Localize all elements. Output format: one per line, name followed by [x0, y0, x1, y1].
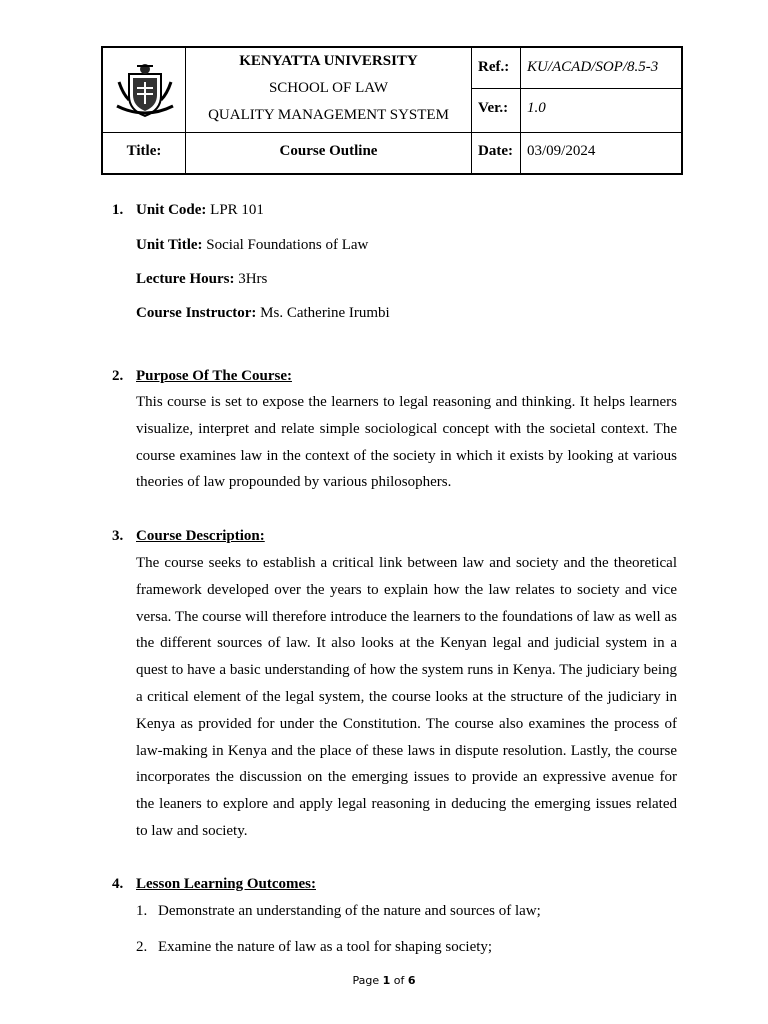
header-divider	[471, 48, 472, 173]
outcome-item: Demonstrate an understanding of the nature and sources of law;	[158, 903, 541, 919]
unit-code-label: Unit Code:	[136, 202, 207, 218]
system-name: QUALITY MANAGEMENT SYSTEM	[208, 107, 449, 123]
lecture-hours-label: Lecture Hours:	[136, 271, 235, 287]
version-value: 1.0	[527, 100, 546, 116]
version-label: Ver.:	[478, 100, 509, 116]
description-heading: Course Description:	[136, 528, 265, 544]
outcome-number: 1.	[136, 903, 148, 919]
purpose-heading: Purpose Of The Course:	[136, 368, 292, 384]
unit-title-label: Unit Title:	[136, 237, 203, 253]
ref-value: KU/ACAD/SOP/8.5-3	[527, 59, 659, 75]
page-footer	[0, 974, 768, 987]
date-label: Date:	[478, 143, 513, 159]
unit-title-line	[136, 237, 368, 254]
university-crest-logo	[115, 60, 175, 120]
of-word: of	[390, 974, 408, 987]
lecture-hours-value: 3Hrs	[234, 271, 268, 287]
section-number: 3.	[112, 528, 124, 544]
header-divider	[520, 48, 521, 173]
instructor-value: Ms. Catherine Irumbi	[256, 305, 390, 321]
university-name: KENYATTA UNIVERSITY	[239, 53, 418, 69]
header-divider	[471, 88, 681, 89]
school-name: SCHOOL OF LAW	[268, 80, 389, 96]
purpose-paragraph: This course is set to expose the learners to legal reasoning and thinking. It helps learners visualize, interpret and relate simple sociological concept with the societal context. The course examines law in the context of the society in which it exists by looking at various theories of law propounded by various philosophers.	[136, 394, 677, 491]
ref-label: Ref.:	[478, 59, 510, 75]
description-paragraph: The course seeks to establish a critical link between law and society and the theoretical framework developed over the years to explain how the law relates to society and vice versa. The course will therefore introduce the learners to the foundations of law as well as the different sources of law. It also looks at the Kenyan legal and judicial system in a quest to have a basic understanding of how the system runs in Kenya. The judiciary being a critical element of the legal system, the course looks at the structure of the judiciary in Kenya as provided for under the Constitution. The course also examines the process of law-making in Kenya and the place of these laws in dispute resolution. Lastly, the course incorporates the discussion on the emerging issues to provide an expressive avenue for the leaners to explore and apply legal reasoning in deducing the emerging issues related to law and society.	[136, 555, 677, 839]
unit-code-line	[136, 202, 264, 219]
date-value: 03/09/2024	[527, 143, 596, 159]
unit-title-value: Social Foundations of Law	[202, 237, 369, 253]
document-header-table	[101, 46, 683, 175]
title-value: Course Outline	[279, 143, 378, 159]
outcome-item: Examine the nature of law as a tool for shaping society;	[158, 939, 493, 955]
page-word: Page	[352, 974, 383, 987]
outcome-number: 2.	[136, 939, 148, 955]
unit-code-value: LPR 101	[206, 202, 264, 218]
page-total: 6	[407, 974, 416, 987]
outcomes-heading: Lesson Learning Outcomes:	[136, 876, 316, 892]
section-number: 2.	[112, 368, 124, 384]
section-number: 1.	[112, 202, 124, 218]
lecture-hours-line	[136, 271, 267, 288]
page-current: 1	[382, 974, 391, 987]
header-divider	[103, 132, 681, 133]
instructor-label: Course Instructor:	[136, 305, 257, 321]
title-label: Title:	[126, 143, 162, 159]
section-number: 4.	[112, 876, 124, 892]
instructor-line	[136, 305, 390, 322]
